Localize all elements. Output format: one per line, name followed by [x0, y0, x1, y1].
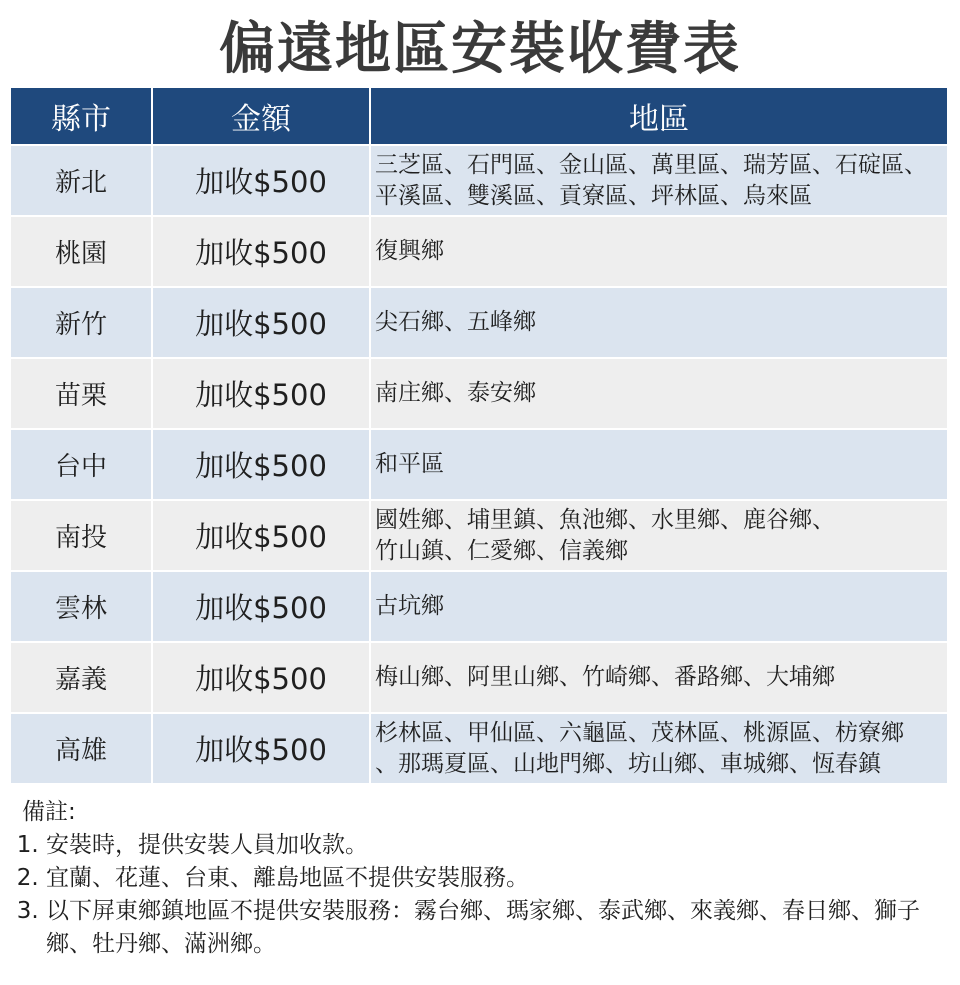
amount-cell: 加收$500	[152, 571, 370, 642]
page-title: 偏遠地區安裝收費表	[219, 16, 741, 82]
areas-cell: 和平區	[370, 429, 947, 500]
areas-cell: 杉林區、甲仙區、六龜區、茂林區、桃源區、枋寮鄉 、那瑪夏區、山地門鄉、坊山鄉、車城鄉、恆春鎮	[370, 713, 947, 783]
notes-section	[22, 796, 947, 961]
note-item: 1. 安裝時，提供安裝人員加收款。	[46, 829, 947, 862]
areas-cell: 梅山鄉、阿里山鄉、竹崎鄉、番路鄉、大埔鄉	[370, 642, 947, 713]
table-row	[11, 642, 947, 713]
amount-cell: 加收$500	[152, 145, 370, 216]
table-row	[11, 713, 947, 783]
amount-cell: 加收$500	[152, 287, 370, 358]
areas-cell: 三芝區、石門區、金山區、萬里區、瑞芳區、石碇區、 平溪區、雙溪區、貢寮區、坪林區、烏來區	[370, 145, 947, 216]
amount-cell: 加收$500	[152, 642, 370, 713]
notes-heading: 備註:	[22, 799, 76, 825]
table-row	[11, 429, 947, 500]
county-cell: 台中	[11, 429, 152, 500]
areas-cell: 復興鄉	[370, 216, 947, 287]
amount-cell: 加收$500	[152, 500, 370, 571]
note-item: 3. 以下屏東鄉鎮地區不提供安裝服務：霧台鄉、瑪家鄉、泰武鄉、來義鄉、春日鄉、獅子鄉、牡丹鄉、滿洲鄉。	[46, 895, 947, 961]
county-cell: 雲林	[11, 571, 152, 642]
table-row	[11, 216, 947, 287]
amount-cell: 加收$500	[152, 358, 370, 429]
fee-table	[11, 88, 947, 783]
table-row	[11, 571, 947, 642]
county-cell: 新竹	[11, 287, 152, 358]
areas-cell: 尖石鄉、五峰鄉	[370, 287, 947, 358]
notes-list	[22, 829, 947, 961]
areas-cell: 古坑鄉	[370, 571, 947, 642]
table-row	[11, 145, 947, 216]
county-cell: 桃園	[11, 216, 152, 287]
county-cell: 新北	[11, 145, 152, 216]
amount-cell: 加收$500	[152, 429, 370, 500]
header-areas: 地區	[370, 88, 947, 145]
table-header-row	[11, 88, 947, 145]
county-cell: 嘉義	[11, 642, 152, 713]
county-cell: 苗栗	[11, 358, 152, 429]
table-row	[11, 358, 947, 429]
note-item: 2. 宜蘭、花蓮、台東、離島地區不提供安裝服務。	[46, 862, 947, 895]
county-cell: 南投	[11, 500, 152, 571]
areas-cell: 南庄鄉、泰安鄉	[370, 358, 947, 429]
areas-cell: 國姓鄉、埔里鎮、魚池鄉、水里鄉、鹿谷鄉、 竹山鎮、仁愛鄉、信義鄉	[370, 500, 947, 571]
table-row	[11, 500, 947, 571]
amount-cell: 加收$500	[152, 216, 370, 287]
header-county: 縣市	[11, 88, 152, 145]
amount-cell: 加收$500	[152, 713, 370, 783]
table-row	[11, 287, 947, 358]
header-amount: 金額	[152, 88, 370, 145]
county-cell: 高雄	[11, 713, 152, 783]
